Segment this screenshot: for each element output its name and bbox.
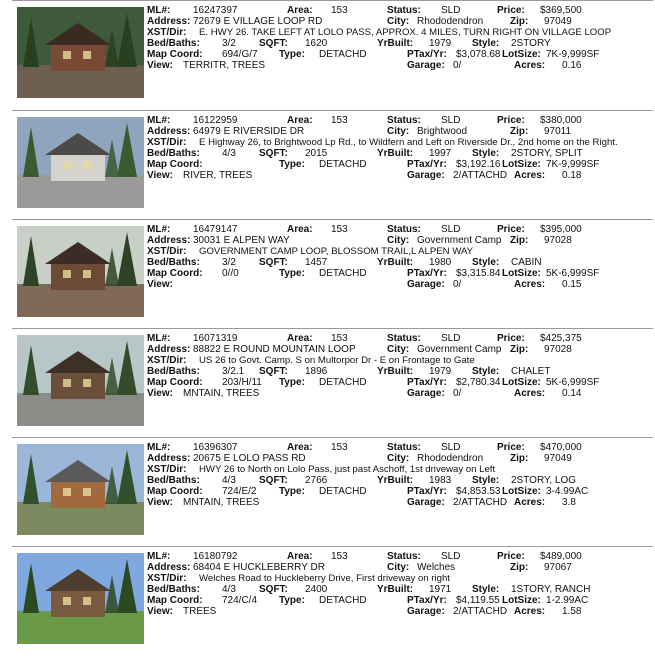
city-value: Government Camp bbox=[417, 344, 502, 355]
lotsize-label: LotSize: bbox=[502, 595, 541, 606]
xst-value: Welches Road to Huckleberry Drive, First driveway on right bbox=[199, 573, 450, 584]
xst-label: XST/Dir: bbox=[147, 27, 187, 38]
bed-label: Bed/Baths: bbox=[147, 584, 200, 595]
price-label: Price: bbox=[497, 115, 525, 126]
acres-label: Acres: bbox=[514, 497, 546, 508]
bed-value: 4/3 bbox=[222, 148, 236, 159]
view-value: MNTAIN, TREES bbox=[183, 497, 260, 508]
price-label: Price: bbox=[497, 551, 525, 562]
style-value: 2STORY, LOG bbox=[511, 475, 577, 486]
mls-value[interactable]: 16122959 bbox=[193, 115, 238, 126]
bed-value: 3/2 bbox=[222, 38, 236, 49]
ptax-label: PTax/Yr: bbox=[407, 268, 447, 279]
acres-value: 0.14 bbox=[562, 388, 582, 399]
house-photo-icon bbox=[17, 226, 144, 317]
sqft-value: 2766 bbox=[305, 475, 328, 486]
listing-fields bbox=[147, 219, 655, 328]
map-label: Map Coord: bbox=[147, 49, 203, 60]
map-value: 203/H/11 bbox=[222, 377, 262, 388]
xst-label: XST/Dir: bbox=[147, 246, 187, 257]
yrbuilt-value: 1997 bbox=[429, 148, 452, 159]
xst-label: XST/Dir: bbox=[147, 355, 187, 366]
mls-label: ML#: bbox=[147, 224, 171, 235]
view-value: RIVER, TREES bbox=[183, 170, 253, 181]
map-value: 724/C/4 bbox=[222, 595, 258, 606]
yrbuilt-label: YrBuilt: bbox=[377, 257, 414, 268]
property-photo[interactable] bbox=[17, 117, 144, 208]
zip-label: Zip: bbox=[510, 126, 529, 137]
status-label: Status: bbox=[387, 442, 421, 453]
garage-value: 0/ bbox=[453, 279, 462, 290]
xst-value: GOVERNMENT CAMP LOOP, BLOSSOM TRAIL,L ALPEN WAY bbox=[199, 246, 474, 257]
lotsize-value: 7K-9,999SF bbox=[546, 159, 600, 170]
status-value: SLD bbox=[441, 224, 461, 235]
bed-value: 4/3 bbox=[222, 584, 236, 595]
zip-value: 97067 bbox=[544, 562, 572, 573]
address-value: 72679 E VILLAGE LOOP RD bbox=[193, 16, 323, 27]
mls-value[interactable]: 16247397 bbox=[193, 5, 238, 16]
view-label: View: bbox=[147, 388, 173, 399]
zip-value: 97049 bbox=[544, 453, 572, 464]
ptax-value: $4,119.55 bbox=[456, 595, 500, 606]
sqft-label: SQFT: bbox=[259, 475, 288, 486]
price-value: $470,000 bbox=[540, 442, 582, 453]
garage-label: Garage: bbox=[407, 606, 445, 617]
acres-label: Acres: bbox=[514, 60, 546, 71]
bed-label: Bed/Baths: bbox=[147, 257, 200, 268]
type-value: DETACHD bbox=[319, 268, 367, 279]
status-value: SLD bbox=[441, 333, 461, 344]
listing-fields bbox=[147, 437, 655, 546]
type-value: DETACHD bbox=[319, 486, 367, 497]
garage-value: 2/ATTACHD bbox=[453, 606, 508, 617]
area-label: Area: bbox=[287, 224, 313, 235]
area-label: Area: bbox=[287, 5, 313, 16]
city-label: City: bbox=[387, 562, 410, 573]
view-value: MNTAIN, TREES bbox=[183, 388, 260, 399]
view-label: View: bbox=[147, 60, 173, 71]
city-label: City: bbox=[387, 126, 410, 137]
view-label: View: bbox=[147, 279, 173, 290]
type-label: Type: bbox=[279, 486, 305, 497]
property-photo[interactable] bbox=[17, 226, 144, 317]
mls-value[interactable]: 16071319 bbox=[193, 333, 238, 344]
map-label: Map Coord: bbox=[147, 595, 203, 606]
price-value: $380,000 bbox=[540, 115, 582, 126]
address-value: 20675 E LOLO PASS RD bbox=[193, 453, 306, 464]
yrbuilt-value: 1979 bbox=[429, 38, 452, 49]
lotsize-label: LotSize: bbox=[502, 268, 541, 279]
mls-label: ML#: bbox=[147, 442, 171, 453]
bed-label: Bed/Baths: bbox=[147, 148, 200, 159]
type-label: Type: bbox=[279, 595, 305, 606]
status-label: Status: bbox=[387, 333, 421, 344]
status-value: SLD bbox=[441, 5, 461, 16]
zip-value: 97028 bbox=[544, 344, 572, 355]
view-value: TERRITR, TREES bbox=[183, 60, 266, 71]
price-label: Price: bbox=[497, 5, 525, 16]
acres-value: 3.8 bbox=[562, 497, 576, 508]
yrbuilt-value: 1980 bbox=[429, 257, 452, 268]
city-label: City: bbox=[387, 235, 410, 246]
city-value: Welches bbox=[417, 562, 456, 573]
map-label: Map Coord: bbox=[147, 486, 203, 497]
zip-label: Zip: bbox=[510, 562, 529, 573]
lotsize-value: 7K-9,999SF bbox=[546, 49, 600, 60]
area-label: Area: bbox=[287, 551, 313, 562]
zip-value: 97011 bbox=[544, 126, 572, 137]
property-photo[interactable] bbox=[17, 335, 144, 426]
sqft-label: SQFT: bbox=[259, 257, 288, 268]
price-label: Price: bbox=[497, 442, 525, 453]
listing-record bbox=[0, 219, 655, 328]
house-photo-icon bbox=[17, 444, 144, 535]
listing-fields bbox=[147, 0, 655, 109]
zip-label: Zip: bbox=[510, 453, 529, 464]
city-value: Government Camp bbox=[417, 235, 502, 246]
house-photo-icon bbox=[17, 335, 144, 426]
address-value: 88822 E ROUND MOUNTAIN LOOP bbox=[193, 344, 356, 355]
xst-label: XST/Dir: bbox=[147, 573, 187, 584]
lotsize-label: LotSize: bbox=[502, 486, 541, 497]
yrbuilt-label: YrBuilt: bbox=[377, 475, 414, 486]
sqft-value: 1620 bbox=[305, 38, 328, 49]
type-value: DETACHD bbox=[319, 377, 367, 388]
area-value: 153 bbox=[331, 224, 348, 235]
garage-label: Garage: bbox=[407, 279, 445, 290]
property-photo[interactable] bbox=[17, 553, 144, 644]
xst-value: HWY 26 to North on Lolo Pass, just past Aschoff, 1st driveway on Left bbox=[199, 464, 496, 475]
garage-label: Garage: bbox=[407, 60, 445, 71]
style-value: 1STORY, RANCH bbox=[511, 584, 591, 595]
price-value: $395,000 bbox=[540, 224, 582, 235]
bed-value: 3/2.1 bbox=[222, 366, 245, 377]
bed-value: 4/3 bbox=[222, 475, 236, 486]
status-label: Status: bbox=[387, 224, 421, 235]
yrbuilt-value: 1971 bbox=[429, 584, 452, 595]
ptax-label: PTax/Yr: bbox=[407, 486, 447, 497]
acres-value: 0.16 bbox=[562, 60, 582, 71]
mls-value[interactable]: 16479147 bbox=[193, 224, 238, 235]
ptax-value: $4,853.53 bbox=[456, 486, 501, 497]
sqft-label: SQFT: bbox=[259, 38, 288, 49]
address-value: 30031 E ALPEN WAY bbox=[193, 235, 290, 246]
style-label: Style: bbox=[472, 148, 500, 159]
house-photo-icon bbox=[17, 7, 144, 98]
garage-label: Garage: bbox=[407, 388, 445, 399]
sqft-label: SQFT: bbox=[259, 366, 288, 377]
lotsize-label: LotSize: bbox=[502, 49, 541, 60]
yrbuilt-label: YrBuilt: bbox=[377, 38, 414, 49]
type-label: Type: bbox=[279, 49, 305, 60]
listing-record bbox=[0, 110, 655, 219]
zip-label: Zip: bbox=[510, 16, 529, 27]
acres-label: Acres: bbox=[514, 388, 546, 399]
lotsize-label: LotSize: bbox=[502, 159, 541, 170]
map-label: Map Coord: bbox=[147, 268, 203, 279]
property-photo[interactable] bbox=[17, 7, 144, 98]
area-value: 153 bbox=[331, 442, 348, 453]
price-value: $425,375 bbox=[540, 333, 582, 344]
sqft-label: SQFT: bbox=[259, 584, 288, 595]
area-label: Area: bbox=[287, 115, 313, 126]
mls-label: ML#: bbox=[147, 5, 171, 16]
ptax-value: $3,192.16 bbox=[456, 159, 501, 170]
address-label: Address: bbox=[147, 126, 191, 137]
zip-label: Zip: bbox=[510, 344, 529, 355]
garage-label: Garage: bbox=[407, 497, 445, 508]
price-value: $489,000 bbox=[540, 551, 582, 562]
xst-value: E Highway 26, to Brightwood Lp Rd., to Wildfern and Left on Riverside Dr., 2nd home on the Right. bbox=[199, 137, 618, 148]
status-label: Status: bbox=[387, 551, 421, 562]
zip-label: Zip: bbox=[510, 235, 529, 246]
bed-value: 3/2 bbox=[222, 257, 236, 268]
address-value: 68404 E HUCKLEBERRY DR bbox=[193, 562, 325, 573]
acres-label: Acres: bbox=[514, 170, 546, 181]
property-photo[interactable] bbox=[17, 444, 144, 535]
style-label: Style: bbox=[472, 38, 500, 49]
city-label: City: bbox=[387, 344, 410, 355]
type-label: Type: bbox=[279, 159, 305, 170]
garage-value: 2/ATTACHD bbox=[453, 170, 508, 181]
city-value: Rhododendron bbox=[417, 453, 484, 464]
status-label: Status: bbox=[387, 5, 421, 16]
acres-value: 0.18 bbox=[562, 170, 582, 181]
price-value: $369,500 bbox=[540, 5, 582, 16]
acres-value: 0.15 bbox=[562, 279, 582, 290]
area-value: 153 bbox=[331, 5, 348, 16]
listing-fields bbox=[147, 110, 655, 219]
area-value: 153 bbox=[331, 115, 348, 126]
sqft-value: 1457 bbox=[305, 257, 328, 268]
yrbuilt-label: YrBuilt: bbox=[377, 584, 414, 595]
listing-fields bbox=[147, 328, 655, 437]
map-value: 0//0 bbox=[222, 268, 239, 279]
xst-value: US 26 to Govt. Camp. S on Multorpor Dr - E on Frontage to Gate bbox=[199, 355, 475, 366]
listing-record bbox=[0, 546, 655, 655]
style-value: 2STORY bbox=[511, 38, 551, 49]
mls-value[interactable]: 16396307 bbox=[193, 442, 238, 453]
address-value: 64979 E RIVERSIDE DR bbox=[193, 126, 305, 137]
ptax-label: PTax/Yr: bbox=[407, 377, 447, 388]
xst-value: E. HWY 26. TAKE LEFT AT LOLO PASS, APPROX. 4 MILES, TURN RIGHT ON VILLAGE LOOP bbox=[199, 27, 612, 38]
price-label: Price: bbox=[497, 333, 525, 344]
type-label: Type: bbox=[279, 268, 305, 279]
lotsize-value: 5K-6,999SF bbox=[546, 268, 600, 279]
area-value: 153 bbox=[331, 333, 348, 344]
area-label: Area: bbox=[287, 442, 313, 453]
mls-label: ML#: bbox=[147, 333, 171, 344]
city-value: Brightwood bbox=[417, 126, 468, 137]
xst-label: XST/Dir: bbox=[147, 464, 187, 475]
garage-value: 0/ bbox=[453, 60, 462, 71]
area-value: 153 bbox=[331, 551, 348, 562]
view-label: View: bbox=[147, 606, 173, 617]
ptax-label: PTax/Yr: bbox=[407, 159, 447, 170]
status-value: SLD bbox=[441, 551, 461, 562]
status-value: SLD bbox=[441, 115, 461, 126]
acres-label: Acres: bbox=[514, 606, 546, 617]
map-value: 694/G/7 bbox=[222, 49, 258, 60]
view-label: View: bbox=[147, 170, 173, 181]
map-value: 724/E/2 bbox=[222, 486, 257, 497]
lotsize-value: 1-2.99AC bbox=[546, 595, 589, 606]
bed-label: Bed/Baths: bbox=[147, 38, 200, 49]
style-value: 2STORY, SPLIT bbox=[511, 148, 583, 159]
status-value: SLD bbox=[441, 442, 461, 453]
ptax-value: $3,078.68 bbox=[456, 49, 501, 60]
address-label: Address: bbox=[147, 562, 191, 573]
view-label: View: bbox=[147, 497, 173, 508]
garage-value: 2/ATTACHD bbox=[453, 497, 508, 508]
sqft-value: 2015 bbox=[305, 148, 328, 159]
acres-value: 1.58 bbox=[562, 606, 582, 617]
sqft-value: 1896 bbox=[305, 366, 328, 377]
bed-label: Bed/Baths: bbox=[147, 366, 200, 377]
mls-label: ML#: bbox=[147, 115, 171, 126]
style-label: Style: bbox=[472, 257, 500, 268]
mls-label: ML#: bbox=[147, 551, 171, 562]
area-label: Area: bbox=[287, 333, 313, 344]
lotsize-label: LotSize: bbox=[502, 377, 541, 388]
map-label: Map Coord: bbox=[147, 159, 203, 170]
status-label: Status: bbox=[387, 115, 421, 126]
yrbuilt-value: 1979 bbox=[429, 366, 452, 377]
address-label: Address: bbox=[147, 16, 191, 27]
address-label: Address: bbox=[147, 453, 191, 464]
house-photo-icon bbox=[17, 553, 144, 644]
address-label: Address: bbox=[147, 344, 191, 355]
map-label: Map Coord: bbox=[147, 377, 203, 388]
garage-label: Garage: bbox=[407, 170, 445, 181]
listing-fields bbox=[147, 546, 655, 655]
type-value: DETACHD bbox=[319, 159, 367, 170]
listing-record bbox=[0, 437, 655, 546]
type-value: DETACHD bbox=[319, 49, 367, 60]
bed-label: Bed/Baths: bbox=[147, 475, 200, 486]
ptax-value: $2,780.34 bbox=[456, 377, 501, 388]
ptax-value: $3,315.84 bbox=[456, 268, 501, 279]
acres-label: Acres: bbox=[514, 279, 546, 290]
sqft-value: 2400 bbox=[305, 584, 328, 595]
listing-record bbox=[0, 328, 655, 437]
city-label: City: bbox=[387, 16, 410, 27]
ptax-label: PTax/Yr: bbox=[407, 49, 447, 60]
type-value: DETACHD bbox=[319, 595, 367, 606]
yrbuilt-value: 1983 bbox=[429, 475, 452, 486]
price-label: Price: bbox=[497, 224, 525, 235]
style-label: Style: bbox=[472, 366, 500, 377]
city-value: Rhododendron bbox=[417, 16, 484, 27]
lotsize-value: 5K-6,999SF bbox=[546, 377, 600, 388]
listing-record bbox=[0, 0, 655, 109]
yrbuilt-label: YrBuilt: bbox=[377, 366, 414, 377]
garage-value: 0/ bbox=[453, 388, 462, 399]
view-value: TREES bbox=[183, 606, 217, 617]
style-label: Style: bbox=[472, 475, 500, 486]
type-label: Type: bbox=[279, 377, 305, 388]
zip-value: 97028 bbox=[544, 235, 572, 246]
style-label: Style: bbox=[472, 584, 500, 595]
style-value: CHALET bbox=[511, 366, 551, 377]
style-value: CABIN bbox=[511, 257, 542, 268]
mls-value[interactable]: 16180792 bbox=[193, 551, 238, 562]
house-photo-icon bbox=[17, 117, 144, 208]
zip-value: 97049 bbox=[544, 16, 572, 27]
ptax-label: PTax/Yr: bbox=[407, 595, 447, 606]
city-label: City: bbox=[387, 453, 410, 464]
lotsize-value: 3-4.99AC bbox=[546, 486, 589, 497]
address-label: Address: bbox=[147, 235, 191, 246]
yrbuilt-label: YrBuilt: bbox=[377, 148, 414, 159]
xst-label: XST/Dir: bbox=[147, 137, 187, 148]
sqft-label: SQFT: bbox=[259, 148, 288, 159]
